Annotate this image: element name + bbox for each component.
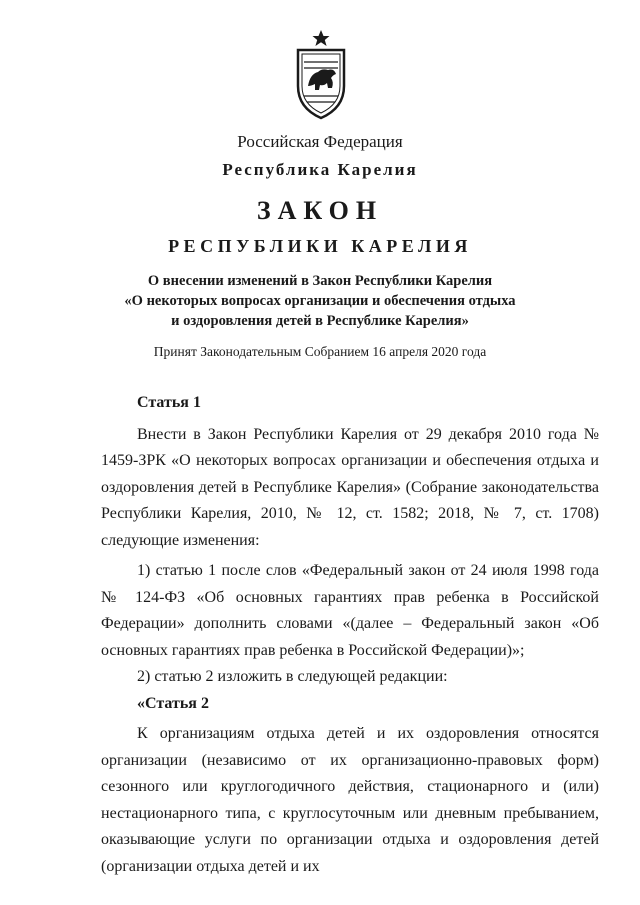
republic-name: Республика Карелия [222,160,418,179]
article-item-1: 1) статью 1 после слов «Федеральный закон от 24 июля 1998 года № 124-ФЗ «Об основных гарантиях прав ребенка в Российской Федерации» дополнить словами «(далее – Федеральный закон «Об основных гарантиях прав ребенка в Российской Федерации)»; [101,562,599,659]
subject-line: и оздоровления детей в Республике Карелия» [171,313,469,329]
law-subject [0,271,640,331]
subject-line: О внесении изменений в Закон Республики Карелия [147,273,493,289]
law-subtitle: РЕСПУБЛИКИ КАРЕЛИЯ [168,236,472,256]
quoted-article-text: К организациям отдыха детей и их оздоровления относятся организации (независимо от их организационно-правовых форм) сезонного или круглогодичного действия, стационарного и (или) нестационарного типа, с круглосуточным или дневным пребыванием, оказывающие услуги по организации отдыха и оздоровления детей (организации отдыха детей и их [101,725,599,875]
quoted-article-heading: «Статья 2 [137,694,209,712]
country-name: Российская Федерация [237,132,403,151]
article-body [101,390,599,880]
karelia-coat-of-arms-icon [290,28,352,120]
adoption-note: Принят Законодательным Собранием 16 апреля 2020 года [153,344,487,359]
subject-line: «О некоторых вопросах организации и обеспечения отдыха [124,293,516,309]
article-item-2: 2) статью 2 изложить в следующей редакции: [137,668,448,685]
article-heading: Статья 1 [137,394,201,411]
article-intro: Внести в Закон Республики Карелия от 29 декабря 2010 года № 1459-ЗРК «О некоторых вопросах организации и обеспечения отдыха и оздоровления детей в Республике Карелия» (Собрание законодательства Республики Карелия, 2010, № 12, ст. 1582; 2018, № 7, ст. 1708) следующие изменения: [101,425,599,549]
law-title: ЗАКОН [256,196,384,225]
